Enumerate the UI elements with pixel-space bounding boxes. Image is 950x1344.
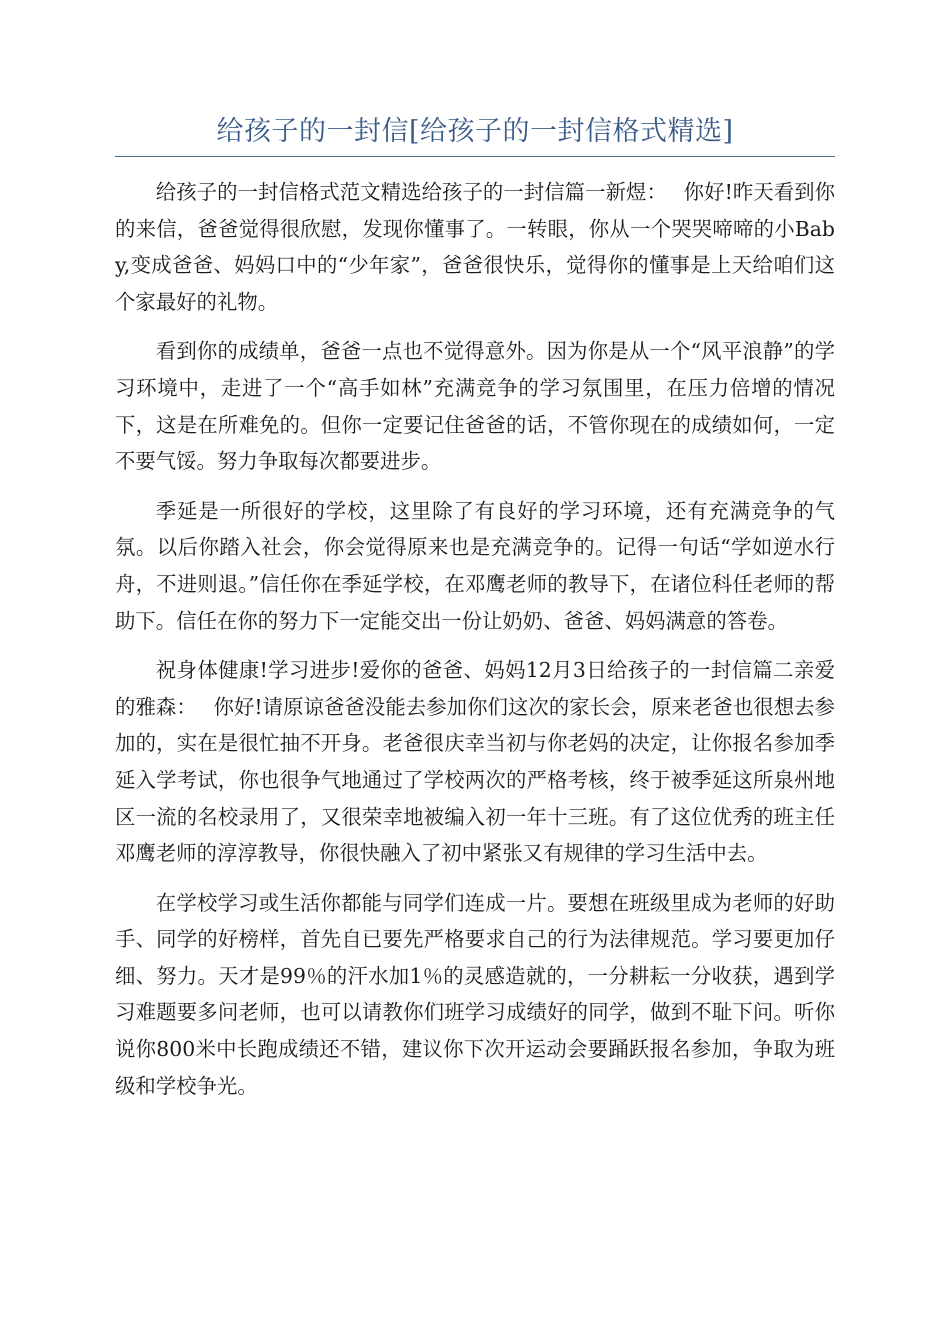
paragraph-2: 看到你的成绩单，爸爸一点也不觉得意外。因为你是从一个“风平浪静”的学习环境中，走进了一个“高手如林”充满竞争的学习氛围里，在压力倍增的情况下，这是在所难免的。但你一定要记住爸爸的话，不管你现在的成绩如何，一定不要气馁。努力争取每次都要进步。 [115,339,835,474]
paragraph-3: 季延是一所很好的学校，这里除了有良好的学习环境，还有充满竞争的气氛。以后你踏入社会，你会觉得原来也是充满竞争的。记得一句话“学如逆水行舟，不进则退。”信任你在季延学校，在邓鹰老师的教导下，在诸位科任老师的帮助下。信任在你的努力下一定能交出一份让奶奶、爸爸、妈妈满意的答卷。 [115,498,835,633]
document-body [115,174,835,1117]
document-title: 给孩子的一封信[给孩子的一封信格式精选] [216,116,734,147]
title-block [115,110,835,157]
paragraph-5: 在学校学习或生活你都能与同学们连成一片。要想在班级里成为老师的好助手、同学的好榜样，首先自已要先严格要求自己的行为法律规范。学习要更加仔细、努力。天才是99％的汗水加1％的灵感造就的，一分耕耘一分收获，遇到学习难题要多问老师，也可以请教你们班学习成绩好的同学，做到不耻下问。听你说你800米中长跑成绩还不错，建议你下次开运动会要踊跃报名参加，争取为班级和学校争光。 [115,890,835,1098]
paragraph-4: 祝身体健康!学习进步!爱你的爸爸、妈妈12月3日给孩子的一封信篇二亲爱的雅森： 你好!请原谅爸爸没能去参加你们这次的家长会，原来老爸也很想去参加的，实在是很忙抽不开身。老爸很庆幸当初与你老妈的决定，让你报名参加季延入学考试，你也很争气地通过了学校两次的严格考核，终于被季延这所泉州地区一流的名校录用了，又很荣幸地被编入初一年十三班。有了这位优秀的班主任邓鹰老师的淳淳教导，你很快融入了初中紧张又有规律的学习生活中去。 [115,658,835,866]
title-underline [115,156,835,157]
paragraph-1: 给孩子的一封信格式范文精选给孩子的一封信篇一新煜： 你好!昨天看到你的来信，爸爸觉得很欣慰，发现你懂事了。一转眼，你从一个哭哭啼啼的小Baby,变成爸爸、妈妈口中的“少年家”，爸爸很快乐，觉得你的懂事是上天给咱们这个家最好的礼物。 [115,180,835,314]
